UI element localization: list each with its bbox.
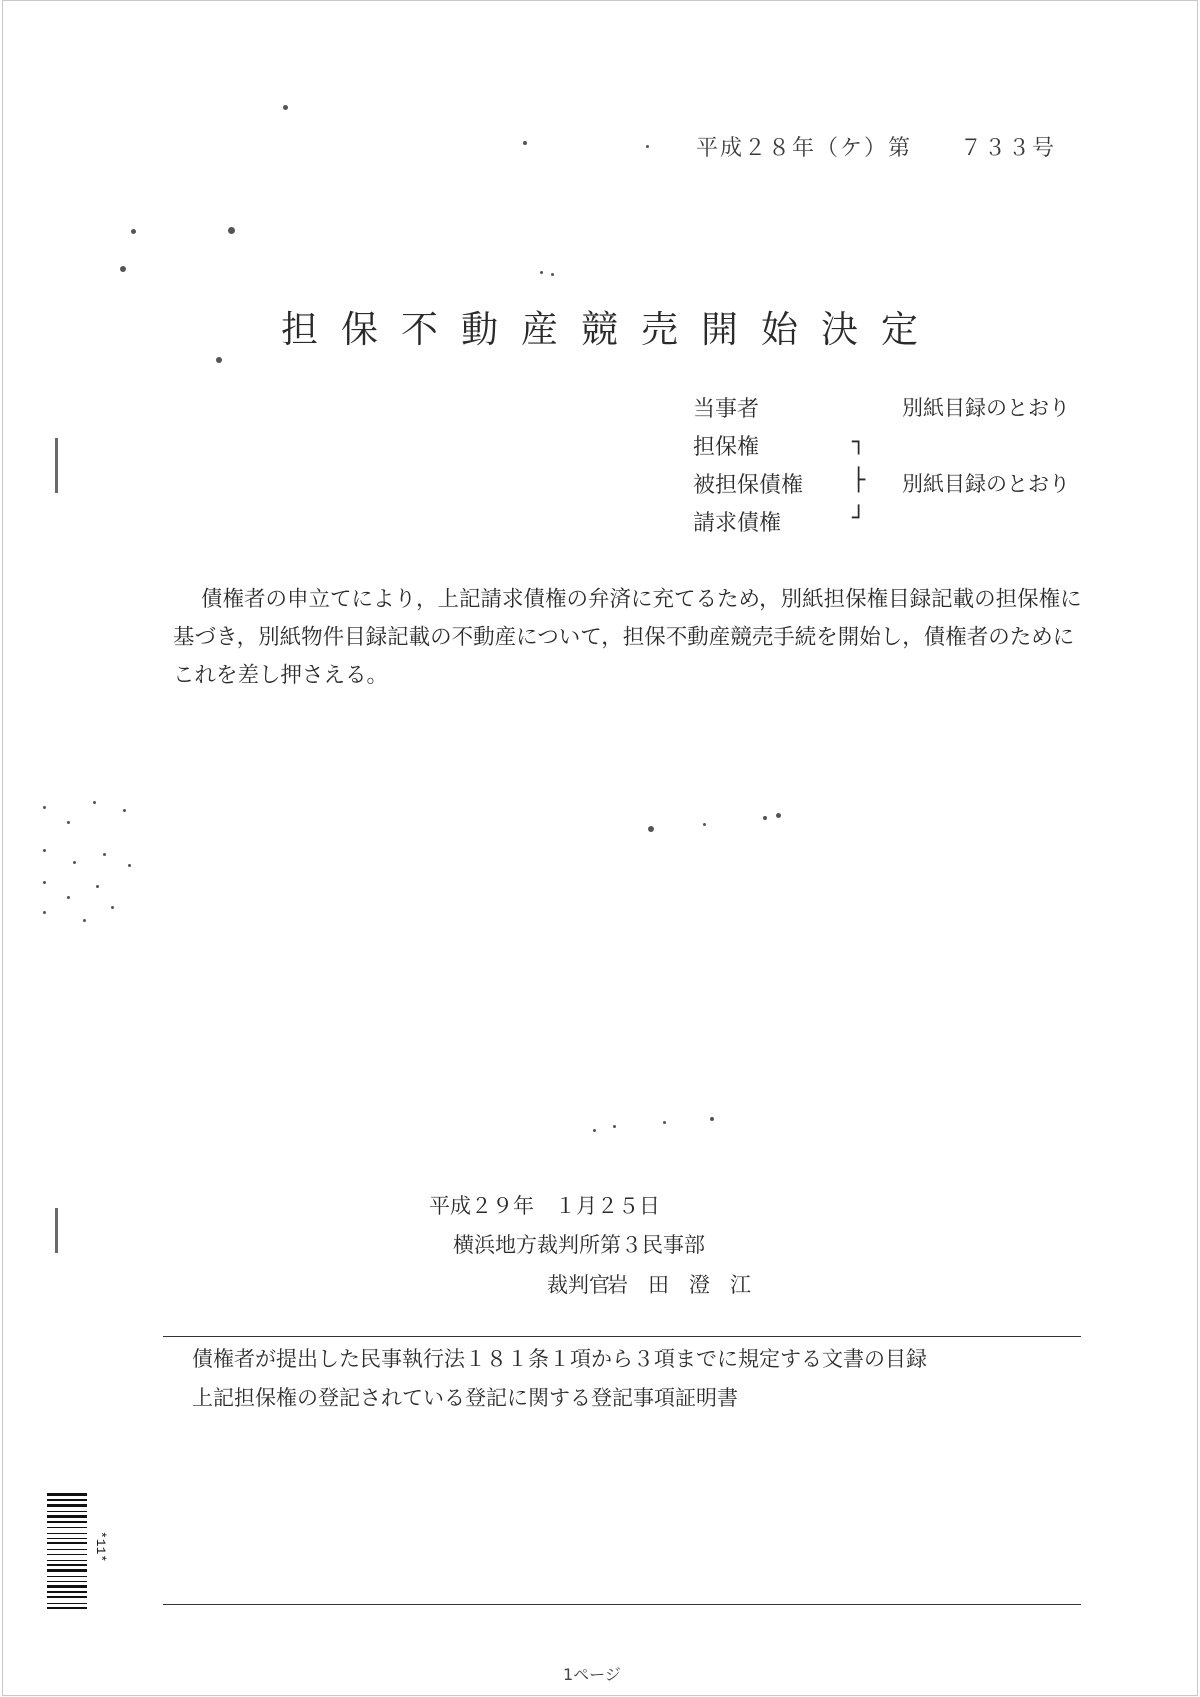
party-label-parties: 当事者 [693,397,760,422]
document-list-item: 上記担保権の登記されている登記に関する登記事項証明書 [192,1386,738,1410]
speckle [120,266,126,272]
speckle [83,919,86,922]
barcode-bar [47,1493,87,1496]
speckle [776,813,781,818]
document-list-item: 債権者が提出した民事執行法１８１条１項から３項までに規定する文書の目録 [192,1347,927,1371]
barcode-bar [47,1499,87,1501]
speckle [43,881,46,884]
speckle [103,853,106,856]
speckle [283,105,288,110]
scan-mark [55,438,58,493]
case-number: 平成２８年（ケ）第 ７３３号 [696,136,1057,161]
barcode-bar [47,1607,87,1609]
barcode-bar [47,1560,87,1561]
speckle [43,806,46,809]
court-name: 横浜地方裁判所第３民事部 [453,1233,705,1257]
judge-title: 裁判官 [547,1273,610,1297]
barcode-bar [47,1549,87,1550]
bracket-bottom: ┘ [852,506,866,531]
party-label-claimed-debt: 請求債権 [693,511,782,536]
barcode-bar [47,1538,87,1539]
barcode-bar [47,1603,87,1604]
speckle [646,145,649,148]
decision-date: 平成２９年 １月２５日 [429,1194,660,1218]
party-value-parties: 別紙目録のとおり [902,396,1070,420]
judge-name: 岩田澄江 [607,1273,771,1297]
speckle [43,911,46,914]
barcode-bar [47,1533,87,1534]
speckle [96,885,99,888]
speckle [67,896,70,899]
barcode-bar [47,1511,87,1512]
barcode-bar [47,1585,87,1588]
barcode-bar [47,1564,87,1566]
speckle [128,864,131,867]
barcode-bar [47,1596,87,1598]
scan-mark [55,1208,58,1253]
speckle [540,271,543,274]
decision-body: 債権者の申立てにより，上記請求債権の弁済に充てるため，別紙担保権目録記載の担保権に基づき，別紙物件目録記載の不動産について，担保不動産競売手続を開始し，債権者のためにこれを差し押さえる。 [173,587,1082,688]
divider-top [163,1336,1081,1337]
speckle [663,1121,666,1124]
speckle [93,801,96,804]
page-number: 1ページ [563,1665,621,1684]
barcode-bar [47,1591,87,1593]
barcode-bar [47,1569,87,1572]
speckle [613,1125,616,1128]
speckle [523,141,527,145]
document-page [2,0,1198,1696]
barcode-bar [47,1504,87,1507]
barcode [45,1491,108,1661]
speckle [648,826,654,832]
speckle [703,823,706,826]
speckle [67,821,70,824]
barcode-bar [47,1527,87,1528]
speckle [73,861,76,864]
speckle [763,816,767,820]
barcode-label: *11* [93,1531,108,1563]
speckle [123,809,126,812]
speckle [111,906,114,909]
speckle [710,1117,714,1121]
bracket-top: ┐ [852,430,866,455]
barcode-bar [47,1521,87,1523]
speckle [228,227,235,234]
document-title: 担保不動産競売開始決定 [281,308,941,351]
speckle [131,229,136,234]
speckle [43,849,46,852]
barcode-bar [47,1576,87,1577]
barcode-bar [47,1515,87,1518]
divider-bottom [163,1604,1081,1605]
party-label-secured-claim: 被担保債権 [693,473,804,498]
party-value-secured-claim: 別紙目録のとおり [902,472,1070,496]
barcode-bar [47,1554,87,1555]
bracket-middle: ├ [852,468,866,493]
speckle [551,273,554,276]
party-label-security-right: 担保権 [693,435,760,460]
speckle [593,1129,596,1132]
speckle [216,357,222,363]
barcode-bar [47,1542,87,1544]
barcode-bar [47,1581,87,1582]
